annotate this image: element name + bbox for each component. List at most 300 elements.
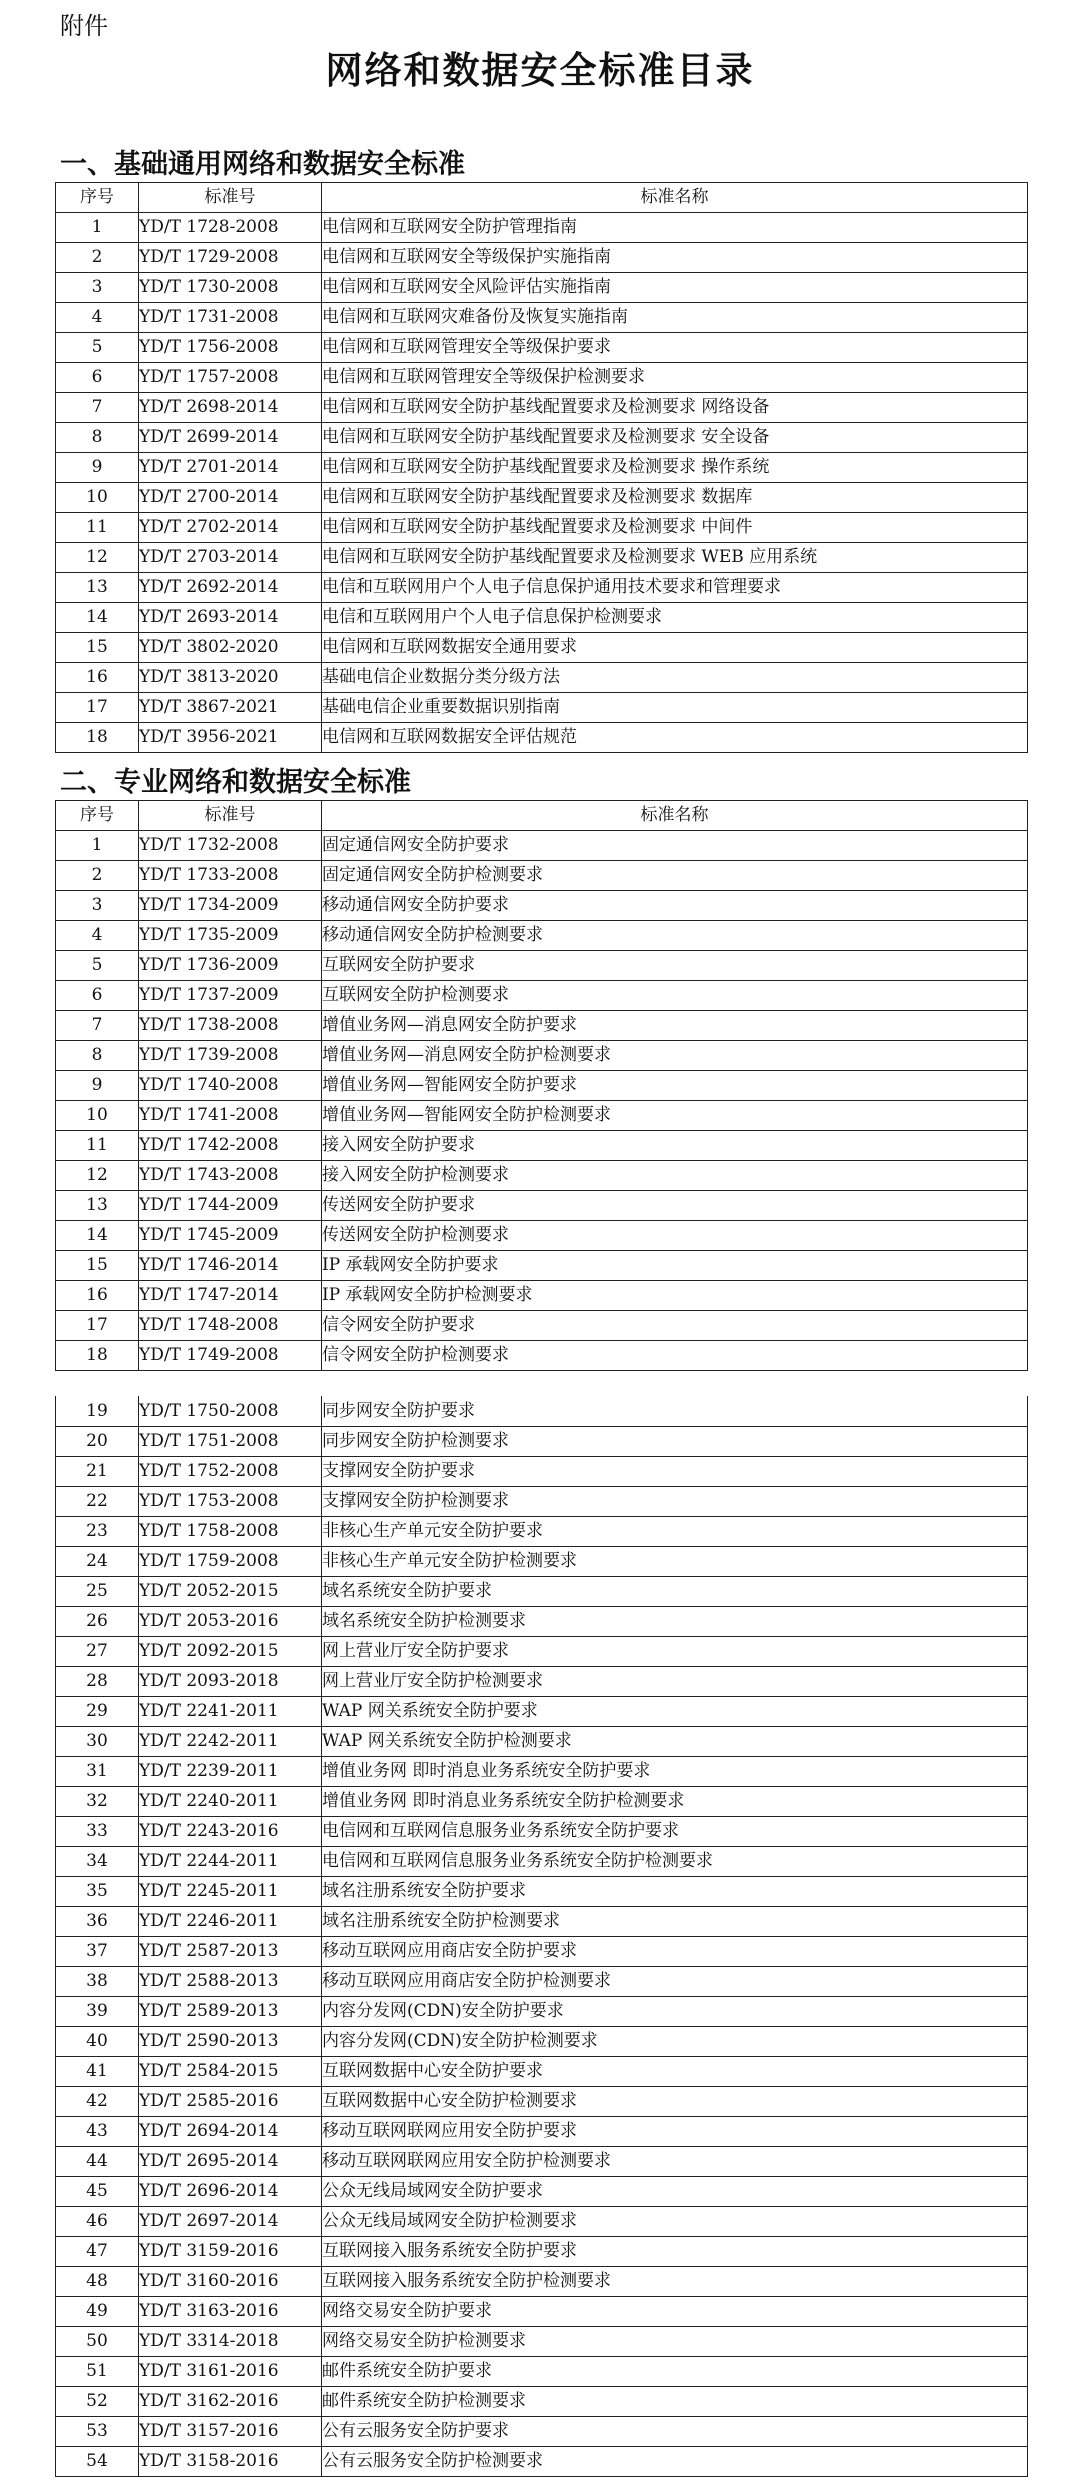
cell-no: 3 [56, 891, 139, 921]
table-row [56, 1937, 1028, 1967]
cell-no: 44 [56, 2147, 139, 2177]
cell-standard-name: 增值业务网—消息网安全防护检测要求 [322, 1041, 1028, 1071]
cell-no: 51 [56, 2357, 139, 2387]
cell-standard-name: IP 承载网安全防护检测要求 [322, 1281, 1028, 1311]
cell-standard-code: YD/T 1729-2008 [139, 243, 322, 273]
table-row [56, 513, 1028, 543]
cell-standard-name: 邮件系统安全防护要求 [322, 2357, 1028, 2387]
table-row [56, 1457, 1028, 1487]
column-header-code: 标准号 [139, 183, 322, 213]
table-row [56, 2147, 1028, 2177]
table-row [56, 453, 1028, 483]
cell-no: 14 [56, 603, 139, 633]
cell-no: 17 [56, 1311, 139, 1341]
cell-no: 16 [56, 663, 139, 693]
cell-standard-name: 电信网和互联网安全防护基线配置要求及检测要求 中间件 [322, 513, 1028, 543]
cell-no: 43 [56, 2117, 139, 2147]
cell-standard-code: YD/T 2585-2016 [139, 2087, 322, 2117]
cell-standard-code: YD/T 2053-2016 [139, 1607, 322, 1637]
cell-no: 5 [56, 333, 139, 363]
cell-standard-name: 电信网和互联网安全防护管理指南 [322, 213, 1028, 243]
cell-standard-name: 域名系统安全防护检测要求 [322, 1607, 1028, 1637]
cell-no: 23 [56, 1517, 139, 1547]
cell-no: 19 [56, 1396, 139, 1427]
table-row [56, 2027, 1028, 2057]
cell-standard-code: YD/T 1745-2009 [139, 1221, 322, 1251]
table-row [56, 243, 1028, 273]
cell-standard-name: 增值业务网—消息网安全防护要求 [322, 1011, 1028, 1041]
cell-standard-name: 网上营业厅安全防护检测要求 [322, 1667, 1028, 1697]
cell-no: 18 [56, 723, 139, 753]
table-row [56, 1341, 1028, 1371]
cell-standard-code: YD/T 2240-2011 [139, 1787, 322, 1817]
cell-standard-name: 基础电信企业数据分类分级方法 [322, 663, 1028, 693]
cell-standard-name: IP 承载网安全防护要求 [322, 1251, 1028, 1281]
cell-standard-name: 同步网安全防护要求 [322, 1396, 1028, 1427]
cell-no: 11 [56, 1131, 139, 1161]
table-row [56, 333, 1028, 363]
table-row [56, 1817, 1028, 1847]
cell-standard-code: YD/T 1741-2008 [139, 1101, 322, 1131]
cell-no: 36 [56, 1907, 139, 1937]
cell-no: 30 [56, 1727, 139, 1757]
cell-standard-code: YD/T 2239-2011 [139, 1757, 322, 1787]
table-row [56, 1727, 1028, 1757]
cell-standard-code: YD/T 1739-2008 [139, 1041, 322, 1071]
cell-no: 25 [56, 1577, 139, 1607]
cell-standard-name: 电信网和互联网灾难备份及恢复实施指南 [322, 303, 1028, 333]
cell-standard-name: 电信网和互联网信息服务业务系统安全防护检测要求 [322, 1847, 1028, 1877]
cell-no: 6 [56, 981, 139, 1011]
table-row [56, 1637, 1028, 1667]
cell-standard-name: 非核心生产单元安全防护检测要求 [322, 1547, 1028, 1577]
cell-standard-name: 增值业务网 即时消息业务系统安全防护要求 [322, 1757, 1028, 1787]
cell-standard-name: 增值业务网—智能网安全防护检测要求 [322, 1101, 1028, 1131]
cell-no: 13 [56, 573, 139, 603]
table-row [56, 1427, 1028, 1457]
cell-standard-code: YD/T 3158-2016 [139, 2447, 322, 2477]
table-row [56, 2267, 1028, 2297]
section-heading-professional: 二、专业网络和数据安全标准 [60, 767, 411, 798]
cell-standard-name: 移动互联网应用商店安全防护检测要求 [322, 1967, 1028, 1997]
cell-no: 7 [56, 1011, 139, 1041]
table-row [56, 1396, 1028, 1427]
table-row [56, 2087, 1028, 2117]
cell-standard-name: 电信网和互联网数据安全通用要求 [322, 633, 1028, 663]
cell-no: 28 [56, 1667, 139, 1697]
cell-standard-code: YD/T 2590-2013 [139, 2027, 322, 2057]
cell-standard-code: YD/T 3314-2018 [139, 2327, 322, 2357]
cell-standard-name: 电信网和互联网安全防护基线配置要求及检测要求 数据库 [322, 483, 1028, 513]
cell-standard-code: YD/T 2241-2011 [139, 1697, 322, 1727]
table-row [56, 921, 1028, 951]
cell-standard-code: YD/T 2245-2011 [139, 1877, 322, 1907]
cell-standard-name: 电信网和互联网安全防护基线配置要求及检测要求 安全设备 [322, 423, 1028, 453]
cell-standard-name: 域名注册系统安全防护要求 [322, 1877, 1028, 1907]
cell-standard-code: YD/T 3160-2016 [139, 2267, 322, 2297]
cell-no: 54 [56, 2447, 139, 2477]
cell-standard-name: 电信网和互联网信息服务业务系统安全防护要求 [322, 1817, 1028, 1847]
cell-no: 8 [56, 1041, 139, 1071]
cell-standard-name: 移动互联网联网应用安全防护要求 [322, 2117, 1028, 2147]
page-title: 网络和数据安全标准目录 [325, 48, 755, 92]
table-row [56, 951, 1028, 981]
cell-no: 31 [56, 1757, 139, 1787]
cell-standard-name: 电信网和互联网安全风险评估实施指南 [322, 273, 1028, 303]
cell-standard-code: YD/T 1733-2008 [139, 861, 322, 891]
cell-standard-code: YD/T 2694-2014 [139, 2117, 322, 2147]
table-row [56, 1517, 1028, 1547]
cell-standard-code: YD/T 2703-2014 [139, 543, 322, 573]
table-row [56, 861, 1028, 891]
cell-no: 29 [56, 1697, 139, 1727]
table-row [56, 2117, 1028, 2147]
cell-standard-code: YD/T 2701-2014 [139, 453, 322, 483]
cell-standard-code: YD/T 1736-2009 [139, 951, 322, 981]
cell-standard-code: YD/T 1758-2008 [139, 1517, 322, 1547]
cell-standard-name: WAP 网关系统安全防护检测要求 [322, 1727, 1028, 1757]
cell-standard-name: 电信网和互联网安全防护基线配置要求及检测要求 网络设备 [322, 393, 1028, 423]
cell-standard-code: YD/T 2587-2013 [139, 1937, 322, 1967]
cell-no: 27 [56, 1637, 139, 1667]
table-row [56, 2057, 1028, 2087]
cell-no: 32 [56, 1787, 139, 1817]
cell-standard-code: YD/T 1738-2008 [139, 1011, 322, 1041]
cell-no: 42 [56, 2087, 139, 2117]
table-row [56, 633, 1028, 663]
cell-standard-name: 增值业务网 即时消息业务系统安全防护检测要求 [322, 1787, 1028, 1817]
cell-no: 38 [56, 1967, 139, 1997]
cell-no: 6 [56, 363, 139, 393]
cell-no: 35 [56, 1877, 139, 1907]
table-row [56, 1251, 1028, 1281]
table-row [56, 2357, 1028, 2387]
cell-standard-code: YD/T 2092-2015 [139, 1637, 322, 1667]
cell-no: 10 [56, 483, 139, 513]
cell-standard-name: 互联网安全防护要求 [322, 951, 1028, 981]
cell-no: 34 [56, 1847, 139, 1877]
cell-standard-code: YD/T 2242-2011 [139, 1727, 322, 1757]
cell-standard-code: YD/T 1731-2008 [139, 303, 322, 333]
cell-standard-name: 互联网数据中心安全防护要求 [322, 2057, 1028, 2087]
table-row [56, 393, 1028, 423]
cell-standard-code: YD/T 3956-2021 [139, 723, 322, 753]
cell-standard-name: 支撑网安全防护要求 [322, 1457, 1028, 1487]
cell-standard-name: 电信和互联网用户个人电子信息保护检测要求 [322, 603, 1028, 633]
table-row [56, 1041, 1028, 1071]
cell-standard-name: 电信网和互联网安全防护基线配置要求及检测要求 操作系统 [322, 453, 1028, 483]
cell-no: 24 [56, 1547, 139, 1577]
cell-standard-code: YD/T 2700-2014 [139, 483, 322, 513]
cell-standard-name: 内容分发网(CDN)安全防护检测要求 [322, 2027, 1028, 2057]
cell-standard-code: YD/T 1757-2008 [139, 363, 322, 393]
cell-standard-code: YD/T 3157-2016 [139, 2417, 322, 2447]
column-header-name: 标准名称 [322, 183, 1028, 213]
table-row [56, 1847, 1028, 1877]
cell-standard-name: 固定通信网安全防护要求 [322, 831, 1028, 861]
cell-no: 2 [56, 861, 139, 891]
cell-no: 10 [56, 1101, 139, 1131]
cell-standard-code: YD/T 1744-2009 [139, 1191, 322, 1221]
cell-no: 26 [56, 1607, 139, 1637]
cell-standard-name: 增值业务网—智能网安全防护要求 [322, 1071, 1028, 1101]
cell-standard-name: 移动互联网联网应用安全防护检测要求 [322, 2147, 1028, 2177]
cell-standard-name: 同步网安全防护检测要求 [322, 1427, 1028, 1457]
table-row [56, 483, 1028, 513]
cell-standard-name: 互联网数据中心安全防护检测要求 [322, 2087, 1028, 2117]
table-row [56, 1161, 1028, 1191]
cell-standard-code: YD/T 1747-2014 [139, 1281, 322, 1311]
cell-standard-code: YD/T 2589-2013 [139, 1997, 322, 2027]
table-row [56, 573, 1028, 603]
table-row [56, 303, 1028, 333]
cell-standard-code: YD/T 1753-2008 [139, 1487, 322, 1517]
cell-standard-name: 固定通信网安全防护检测要求 [322, 861, 1028, 891]
table-row [56, 2387, 1028, 2417]
table-row [56, 1907, 1028, 1937]
cell-standard-code: YD/T 1756-2008 [139, 333, 322, 363]
cell-no: 15 [56, 633, 139, 663]
cell-standard-name: 公众无线局域网安全防护要求 [322, 2177, 1028, 2207]
cell-standard-code: YD/T 2584-2015 [139, 2057, 322, 2087]
table-row [56, 1191, 1028, 1221]
cell-standard-name: 接入网安全防护检测要求 [322, 1161, 1028, 1191]
cell-standard-code: YD/T 1743-2008 [139, 1161, 322, 1191]
cell-standard-code: YD/T 1740-2008 [139, 1071, 322, 1101]
cell-standard-code: YD/T 2692-2014 [139, 573, 322, 603]
table-row [56, 1577, 1028, 1607]
cell-no: 1 [56, 831, 139, 861]
cell-standard-code: YD/T 3867-2021 [139, 693, 322, 723]
cell-standard-name: 非核心生产单元安全防护要求 [322, 1517, 1028, 1547]
table-row [56, 1281, 1028, 1311]
column-header-no: 序号 [56, 183, 139, 213]
section-heading-basic: 一、基础通用网络和数据安全标准 [60, 149, 465, 180]
table-row [56, 2417, 1028, 2447]
table-row [56, 1757, 1028, 1787]
cell-no: 33 [56, 1817, 139, 1847]
cell-standard-name: 域名系统安全防护要求 [322, 1577, 1028, 1607]
table-row [56, 2297, 1028, 2327]
cell-standard-code: YD/T 3813-2020 [139, 663, 322, 693]
table-row [56, 2237, 1028, 2267]
cell-no: 8 [56, 423, 139, 453]
cell-standard-code: YD/T 2052-2015 [139, 1577, 322, 1607]
cell-no: 22 [56, 1487, 139, 1517]
table-row [56, 543, 1028, 573]
cell-standard-code: YD/T 1728-2008 [139, 213, 322, 243]
cell-standard-name: 电信网和互联网管理安全等级保护检测要求 [322, 363, 1028, 393]
cell-standard-name: 移动通信网安全防护检测要求 [322, 921, 1028, 951]
table-row [56, 2447, 1028, 2477]
cell-standard-code: YD/T 2693-2014 [139, 603, 322, 633]
cell-standard-name: 信令网安全防护检测要求 [322, 1341, 1028, 1371]
cell-standard-name: 电信网和互联网安全防护基线配置要求及检测要求 WEB 应用系统 [322, 543, 1028, 573]
cell-standard-code: YD/T 2696-2014 [139, 2177, 322, 2207]
table-row [56, 1607, 1028, 1637]
cell-standard-code: YD/T 2695-2014 [139, 2147, 322, 2177]
cell-no: 9 [56, 453, 139, 483]
cell-no: 12 [56, 1161, 139, 1191]
table-header-row [56, 801, 1028, 831]
table-row [56, 213, 1028, 243]
table-row [56, 1787, 1028, 1817]
table-row [56, 273, 1028, 303]
cell-no: 52 [56, 2387, 139, 2417]
table-row [56, 1487, 1028, 1517]
cell-standard-code: YD/T 1742-2008 [139, 1131, 322, 1161]
table-row [56, 1131, 1028, 1161]
table-row [56, 693, 1028, 723]
cell-no: 5 [56, 951, 139, 981]
cell-no: 20 [56, 1427, 139, 1457]
cell-standard-code: YD/T 2246-2011 [139, 1907, 322, 1937]
cell-standard-code: YD/T 2243-2016 [139, 1817, 322, 1847]
cell-no: 7 [56, 393, 139, 423]
cell-standard-name: 互联网接入服务系统安全防护要求 [322, 2237, 1028, 2267]
cell-standard-code: YD/T 1750-2008 [139, 1396, 322, 1427]
cell-standard-code: YD/T 2702-2014 [139, 513, 322, 543]
cell-no: 37 [56, 1937, 139, 1967]
cell-standard-code: YD/T 1737-2009 [139, 981, 322, 1011]
cell-standard-name: 邮件系统安全防护检测要求 [322, 2387, 1028, 2417]
table-row [56, 891, 1028, 921]
cell-no: 4 [56, 303, 139, 333]
table-row [56, 1877, 1028, 1907]
cell-standard-code: YD/T 1752-2008 [139, 1457, 322, 1487]
table-row [56, 1967, 1028, 1997]
cell-standard-name: 移动互联网应用商店安全防护要求 [322, 1937, 1028, 1967]
table-row [56, 663, 1028, 693]
table-row [56, 1071, 1028, 1101]
cell-standard-name: 网络交易安全防护检测要求 [322, 2327, 1028, 2357]
table-row [56, 723, 1028, 753]
cell-standard-code: YD/T 2697-2014 [139, 2207, 322, 2237]
cell-no: 3 [56, 273, 139, 303]
cell-standard-name: 接入网安全防护要求 [322, 1131, 1028, 1161]
cell-no: 41 [56, 2057, 139, 2087]
table-row [56, 1011, 1028, 1041]
cell-standard-code: YD/T 1759-2008 [139, 1547, 322, 1577]
cell-standard-code: YD/T 3162-2016 [139, 2387, 322, 2417]
cell-standard-code: YD/T 1735-2009 [139, 921, 322, 951]
table-row [56, 1221, 1028, 1251]
table-row [56, 2327, 1028, 2357]
professional-standards-table-continued [55, 1396, 1028, 2477]
cell-standard-code: YD/T 1748-2008 [139, 1311, 322, 1341]
cell-standard-name: 互联网接入服务系统安全防护检测要求 [322, 2267, 1028, 2297]
cell-standard-name: 公有云服务安全防护要求 [322, 2417, 1028, 2447]
cell-no: 11 [56, 513, 139, 543]
cell-no: 16 [56, 1281, 139, 1311]
cell-standard-name: 网络交易安全防护要求 [322, 2297, 1028, 2327]
table-row [56, 1311, 1028, 1341]
cell-no: 1 [56, 213, 139, 243]
cell-no: 47 [56, 2237, 139, 2267]
table-row [56, 1547, 1028, 1577]
cell-standard-code: YD/T 3161-2016 [139, 2357, 322, 2387]
cell-standard-name: 公众无线局域网安全防护检测要求 [322, 2207, 1028, 2237]
column-header-no: 序号 [56, 801, 139, 831]
cell-standard-code: YD/T 2093-2018 [139, 1667, 322, 1697]
cell-standard-code: YD/T 1749-2008 [139, 1341, 322, 1371]
cell-no: 48 [56, 2267, 139, 2297]
table-row [56, 2177, 1028, 2207]
cell-standard-name: 移动通信网安全防护要求 [322, 891, 1028, 921]
cell-standard-name: 公有云服务安全防护检测要求 [322, 2447, 1028, 2477]
table-row [56, 1997, 1028, 2027]
cell-standard-code: YD/T 2698-2014 [139, 393, 322, 423]
cell-no: 21 [56, 1457, 139, 1487]
table-row [56, 363, 1028, 393]
cell-standard-name: 域名注册系统安全防护检测要求 [322, 1907, 1028, 1937]
column-header-name: 标准名称 [322, 801, 1028, 831]
table-row [56, 981, 1028, 1011]
cell-standard-name: WAP 网关系统安全防护要求 [322, 1697, 1028, 1727]
cell-no: 13 [56, 1191, 139, 1221]
cell-no: 9 [56, 1071, 139, 1101]
cell-standard-code: YD/T 1746-2014 [139, 1251, 322, 1281]
cell-standard-code: YD/T 2244-2011 [139, 1847, 322, 1877]
cell-standard-code: YD/T 2699-2014 [139, 423, 322, 453]
attachment-label: 附件 [60, 12, 108, 40]
cell-standard-name: 基础电信企业重要数据识别指南 [322, 693, 1028, 723]
cell-standard-name: 网上营业厅安全防护要求 [322, 1637, 1028, 1667]
cell-standard-name: 电信网和互联网管理安全等级保护要求 [322, 333, 1028, 363]
table-row [56, 603, 1028, 633]
column-header-code: 标准号 [139, 801, 322, 831]
cell-standard-name: 传送网安全防护检测要求 [322, 1221, 1028, 1251]
cell-standard-code: YD/T 3163-2016 [139, 2297, 322, 2327]
cell-standard-name: 信令网安全防护要求 [322, 1311, 1028, 1341]
table-row [56, 1667, 1028, 1697]
cell-no: 50 [56, 2327, 139, 2357]
cell-no: 45 [56, 2177, 139, 2207]
cell-no: 12 [56, 543, 139, 573]
cell-no: 15 [56, 1251, 139, 1281]
cell-standard-code: YD/T 3159-2016 [139, 2237, 322, 2267]
table-row [56, 1101, 1028, 1131]
table-header-row [56, 183, 1028, 213]
cell-standard-code: YD/T 1734-2009 [139, 891, 322, 921]
cell-no: 49 [56, 2297, 139, 2327]
cell-no: 4 [56, 921, 139, 951]
professional-standards-table [55, 800, 1028, 1371]
cell-no: 2 [56, 243, 139, 273]
cell-no: 17 [56, 693, 139, 723]
cell-standard-code: YD/T 3802-2020 [139, 633, 322, 663]
basic-standards-table [55, 182, 1028, 753]
cell-standard-code: YD/T 1732-2008 [139, 831, 322, 861]
table-row [56, 2207, 1028, 2237]
cell-standard-code: YD/T 2588-2013 [139, 1967, 322, 1997]
cell-no: 14 [56, 1221, 139, 1251]
cell-standard-name: 互联网安全防护检测要求 [322, 981, 1028, 1011]
cell-standard-name: 内容分发网(CDN)安全防护要求 [322, 1997, 1028, 2027]
cell-standard-name: 电信网和互联网安全等级保护实施指南 [322, 243, 1028, 273]
cell-no: 46 [56, 2207, 139, 2237]
cell-standard-name: 电信网和互联网数据安全评估规范 [322, 723, 1028, 753]
cell-standard-code: YD/T 1751-2008 [139, 1427, 322, 1457]
cell-standard-name: 电信和互联网用户个人电子信息保护通用技术要求和管理要求 [322, 573, 1028, 603]
cell-no: 39 [56, 1997, 139, 2027]
cell-no: 53 [56, 2417, 139, 2447]
cell-no: 18 [56, 1341, 139, 1371]
cell-no: 40 [56, 2027, 139, 2057]
table-row [56, 1697, 1028, 1727]
table-row [56, 831, 1028, 861]
cell-standard-code: YD/T 1730-2008 [139, 273, 322, 303]
